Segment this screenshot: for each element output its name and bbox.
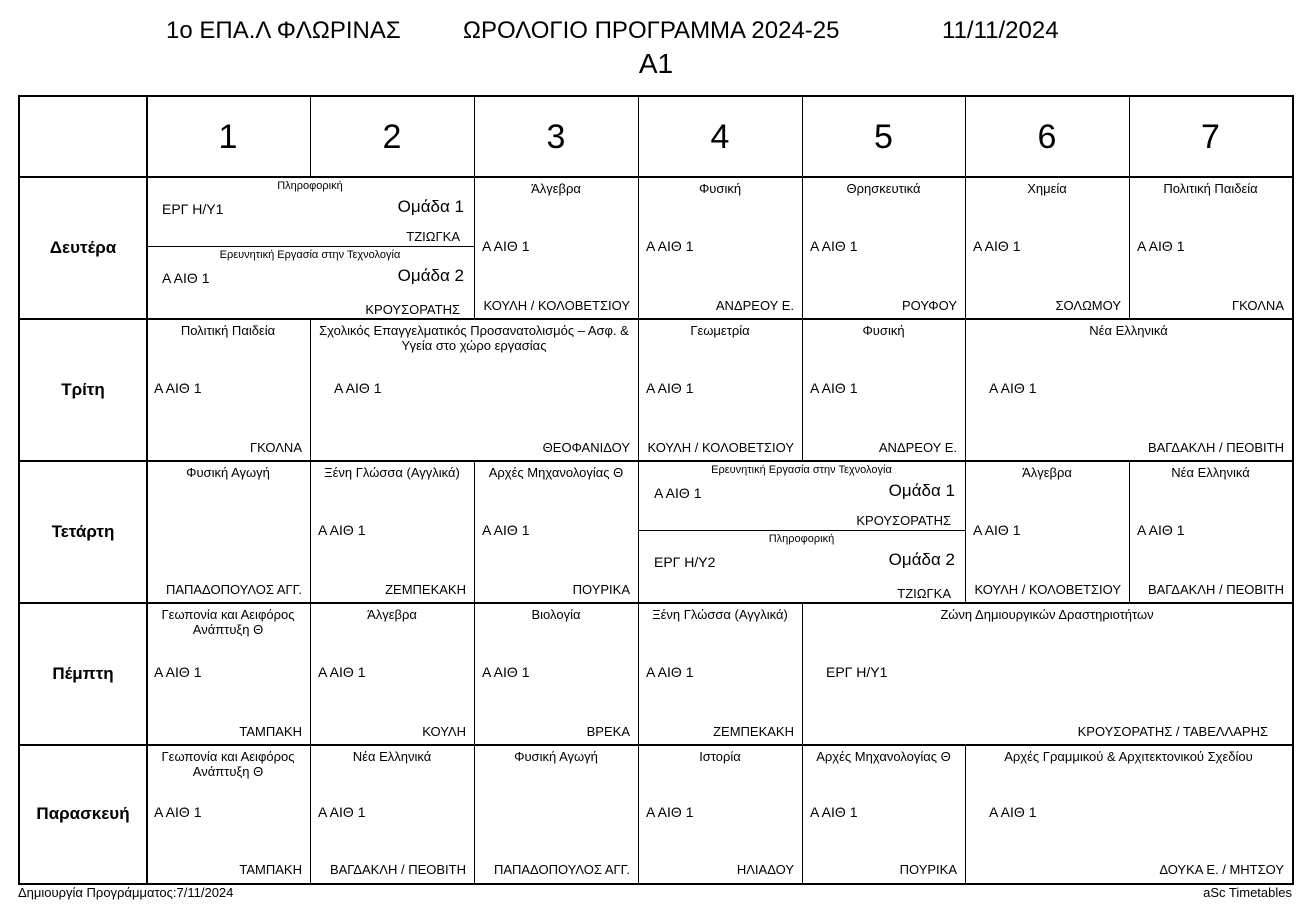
lesson-cell-mon-p5[interactable]: [802, 177, 965, 319]
lesson-cell-fri-p1[interactable]: [146, 745, 310, 883]
lesson-cell-tue-p6[interactable]: [965, 319, 1292, 461]
grid-divider: [310, 97, 311, 177]
lesson-subject: Πολιτική Παιδεία: [1163, 181, 1258, 196]
lesson-room: Α ΑΙΘ 1: [154, 664, 202, 680]
lesson-teacher: ΔΟΥΚΑ Ε. / ΜΗΤΣΟΥ: [1159, 862, 1284, 877]
lesson-room: Α ΑΙΘ 1: [318, 522, 366, 538]
timetable-grid: [18, 95, 1294, 885]
period-header-2: 2: [382, 117, 402, 156]
lesson-subject: Βιολογία: [531, 607, 581, 622]
lesson-cell-wed-p4-a[interactable]: [638, 461, 965, 530]
lesson-room: Α ΑΙΘ 1: [810, 804, 858, 820]
lesson-room: Α ΑΙΘ 1: [482, 664, 530, 680]
lesson-room: Α ΑΙΘ 1: [810, 238, 858, 254]
day-label-1: Δευτέρα: [49, 238, 117, 257]
period-header-5: 5: [874, 117, 893, 156]
lesson-subject: Πληροφορική: [768, 533, 835, 545]
lesson-subject: Αρχές Μηχανολογίας Θ: [488, 465, 624, 480]
period-header-1: 1: [218, 117, 238, 156]
lesson-teacher: ΚΟΥΛΗ / ΚΟΛΟΒΕΤΣΙΟΥ: [647, 440, 794, 455]
lesson-subject: Νέα Ελληνικά: [1171, 465, 1250, 480]
lesson-teacher: ΚΟΥΛΗ / ΚΟΛΟΒΕΤΣΙΟΥ: [483, 298, 630, 313]
lesson-room: Α ΑΙΘ 1: [654, 485, 702, 501]
lesson-room: Α ΑΙΘ 1: [482, 238, 530, 254]
lesson-room: ΕΡΓ Η/Υ1: [162, 201, 224, 217]
lesson-room: Α ΑΙΘ 1: [154, 804, 202, 820]
lesson-teacher: ΚΡΟΥΣΟΡΑΤΗΣ: [856, 513, 951, 528]
lesson-subject: Άλγεβρα: [531, 181, 581, 196]
lesson-teacher: ΑΝΔΡΕΟΥ Ε.: [715, 298, 794, 313]
lesson-subject: Πολιτική Παιδεία: [180, 323, 276, 338]
lesson-room: Α ΑΙΘ 1: [1137, 238, 1185, 254]
creation-date-footer: Δημιουργία Προγράμματος:7/11/2024: [18, 885, 234, 900]
lesson-cell-fri-p2[interactable]: [310, 745, 474, 883]
lesson-subject: Θρησκευτικά: [846, 181, 921, 196]
lesson-room: Α ΑΙΘ 1: [973, 238, 1021, 254]
timetable-date: 11/11/2024: [942, 17, 1059, 44]
lesson-subject: Φυσική: [698, 181, 742, 196]
lesson-subject: Ιστορία: [699, 749, 741, 764]
lesson-subject: Πληροφορική: [277, 180, 343, 192]
lesson-subject: Σχολικός Επαγγελματικός Προσανατολισμός – Ασφ. & Υγεία στο χώρο εργασίας: [319, 323, 629, 353]
lesson-cell-thu-p4[interactable]: [638, 603, 802, 745]
lesson-teacher: ΤΑΜΠΑΚΗ: [239, 724, 302, 739]
day-label-4: Πέμπτη: [52, 664, 114, 683]
class-name: Α1: [638, 48, 674, 79]
lesson-room: Α ΑΙΘ 1: [646, 664, 694, 680]
lesson-teacher: ΠΟΥΡΙΚΑ: [899, 862, 957, 877]
lesson-subject: Φυσική: [862, 323, 905, 338]
lesson-teacher: ΡΟΥΦΟΥ: [901, 298, 957, 313]
lesson-room: Α ΑΙΘ 1: [154, 380, 202, 396]
lesson-cell-fri-p3[interactable]: [474, 745, 638, 883]
lesson-subject: Ξένη Γλώσσα (Αγγλικά): [652, 607, 788, 622]
lesson-teacher: ΠΑΠΑΔΟΠΟΥΛΟΣ ΑΓΓ.: [493, 862, 630, 877]
lesson-cell-tue-p4[interactable]: [638, 319, 802, 461]
lesson-subject: Ερευνητική Εργασία στην Τεχνολογία: [711, 464, 892, 476]
lesson-room: Α ΑΙΘ 1: [1137, 522, 1185, 538]
lesson-room: Α ΑΙΘ 1: [989, 380, 1037, 396]
lesson-cell-fri-p4[interactable]: [638, 745, 802, 883]
day-label-3: Τετάρτη: [51, 522, 115, 541]
lesson-room: Α ΑΙΘ 1: [318, 664, 366, 680]
lesson-group: Ομάδα 1: [397, 197, 464, 216]
lesson-teacher: ΤΖΙΩΓΚΑ: [406, 229, 460, 244]
lesson-cell-wed-p1[interactable]: [146, 461, 310, 603]
lesson-room: Α ΑΙΘ 1: [334, 380, 382, 396]
lesson-subject: Γεωπονία και Αειφόρος Ανάπτυξη Θ: [161, 749, 295, 779]
lesson-subject: Αρχές Μηχανολογίας Θ: [816, 749, 951, 764]
lesson-subject: Αρχές Γραμμικού & Αρχιτεκτονικού Σχεδίου: [1004, 749, 1253, 764]
lesson-teacher: ΠΟΥΡΙΚΑ: [572, 582, 630, 597]
lesson-subject: Φυσική Αγωγή: [514, 749, 598, 764]
grid-divider: [474, 97, 475, 177]
lesson-subject: Γεωμετρία: [690, 323, 750, 338]
lesson-subject: Γεωπονία και Αειφόρος Ανάπτυξη Θ: [161, 607, 295, 637]
lesson-cell-mon-p7[interactable]: [1129, 177, 1292, 319]
lesson-teacher: ΓΚΟΛΝΑ: [1231, 298, 1284, 313]
lesson-room: Α ΑΙΘ 1: [810, 380, 858, 396]
lesson-cell-wed-p3[interactable]: [474, 461, 638, 603]
software-credit: aSc Timetables: [1203, 885, 1292, 900]
lesson-teacher: ΚΡΟΥΣΟΡΑΤΗΣ / ΤΑΒΕΛΛΑΡΗΣ: [1077, 724, 1268, 739]
lesson-room: Α ΑΙΘ 1: [646, 804, 694, 820]
lesson-teacher: ΣΟΛΩΜΟΥ: [1055, 298, 1121, 313]
lesson-room: Α ΑΙΘ 1: [482, 522, 530, 538]
lesson-subject: Ζώνη Δημιουργικών Δραστηριοτήτων: [940, 607, 1154, 622]
lesson-room: Α ΑΙΘ 1: [162, 270, 210, 286]
lesson-teacher: ΒΡΕΚΑ: [586, 724, 630, 739]
lesson-cell-fri-p6[interactable]: [965, 745, 1292, 883]
lesson-teacher: ΚΡΟΥΣΟΡΑΤΗΣ: [365, 302, 460, 317]
lesson-teacher: ΒΑΓΔΑΚΛΗ / ΠΕΟΒΙΤΗ: [1147, 582, 1284, 597]
lesson-teacher: ΤΖΙΩΓΚΑ: [897, 586, 951, 601]
period-header-3: 3: [546, 117, 566, 156]
lesson-teacher: ΖΕΜΠΕΚΑΚΗ: [385, 582, 466, 597]
lesson-group: Ομάδα 2: [888, 550, 955, 569]
lesson-subject: Νέα Ελληνικά: [352, 749, 432, 764]
day-label-2: Τρίτη: [61, 380, 105, 399]
lesson-group: Ομάδα 1: [888, 481, 955, 500]
lesson-subject: Άλγεβρα: [1022, 465, 1072, 480]
lesson-teacher: ΤΑΜΠΑΚΗ: [239, 862, 302, 877]
grid-divider: [802, 97, 803, 177]
lesson-room: Α ΑΙΘ 1: [973, 522, 1021, 538]
lesson-teacher: ΓΚΟΛΝΑ: [249, 440, 302, 455]
lesson-cell-mon-p4[interactable]: [638, 177, 802, 319]
lesson-cell-thu-p3[interactable]: [474, 603, 638, 745]
lesson-cell-fri-p5[interactable]: [802, 745, 965, 883]
lesson-teacher: ΒΑΓΔΑΚΛΗ / ΠΕΟΒΙΤΗ: [329, 862, 466, 877]
lesson-cell-wed-p4-b[interactable]: [638, 530, 965, 603]
lesson-teacher: ΚΟΥΛΗ / ΚΟΛΟΒΕΤΣΙΟΥ: [974, 582, 1121, 597]
school-name: 1ο ΕΠΑ.Λ ΦΛΩΡΙΝΑΣ: [166, 17, 401, 44]
lesson-cell-thu-p5[interactable]: [802, 603, 1292, 745]
lesson-room: ΕΡΓ Η/Υ2: [654, 554, 716, 570]
lesson-cell-tue-p1[interactable]: [146, 319, 310, 461]
grid-divider: [965, 97, 966, 177]
lesson-subject: Ερευνητική Εργασία στην Τεχνολογία: [219, 249, 401, 261]
lesson-subject: Ξένη Γλώσσα (Αγγλικά): [324, 465, 460, 480]
lesson-teacher: ΗΛΙΑΔΟΥ: [736, 862, 794, 877]
lesson-subject: Άλγεβρα: [367, 607, 417, 622]
lesson-teacher: ΘΕΟΦΑΝΙΔΟΥ: [542, 440, 630, 455]
lesson-cell-tue-p5[interactable]: [802, 319, 965, 461]
lesson-room: Α ΑΙΘ 1: [318, 804, 366, 820]
lesson-cell-mon-p1-b[interactable]: [146, 246, 474, 319]
lesson-cell-thu-p2[interactable]: [310, 603, 474, 745]
lesson-room: Α ΑΙΘ 1: [989, 804, 1037, 820]
lesson-subject: Νέα Ελληνικά: [1089, 323, 1168, 338]
period-header-7: 7: [1201, 117, 1220, 156]
day-label-5: Παρασκευή: [36, 804, 130, 823]
period-header-4: 4: [710, 117, 730, 156]
grid-divider: [638, 97, 639, 177]
lesson-cell-tue-p2[interactable]: [310, 319, 638, 461]
lesson-teacher: ΚΟΥΛΗ: [422, 724, 466, 739]
lesson-room: Α ΑΙΘ 1: [646, 380, 694, 396]
lesson-cell-mon-p1-a[interactable]: [146, 177, 474, 246]
lesson-room: ΕΡΓ Η/Υ1: [826, 664, 888, 680]
lesson-teacher: ΒΑΓΔΑΚΛΗ / ΠΕΟΒΙΤΗ: [1147, 440, 1284, 455]
period-header-6: 6: [1037, 117, 1057, 156]
lesson-subject: Χημεία: [1027, 181, 1067, 196]
lesson-cell-wed-p7[interactable]: [1129, 461, 1292, 603]
lesson-cell-mon-p3[interactable]: [474, 177, 638, 319]
lesson-cell-wed-p2[interactable]: [310, 461, 474, 603]
lesson-subject: Φυσική Αγωγή: [186, 465, 270, 480]
lesson-cell-wed-p6[interactable]: [965, 461, 1129, 603]
lesson-teacher: ΖΕΜΠΕΚΑΚΗ: [713, 724, 794, 739]
lesson-room: Α ΑΙΘ 1: [646, 238, 694, 254]
lesson-cell-thu-p1[interactable]: [146, 603, 310, 745]
timetable-title: ΩΡΟΛΟΓΙΟ ΠΡΟΓΡΑΜΜΑ 2024-25: [463, 17, 840, 44]
lesson-group: Ομάδα 2: [397, 266, 464, 285]
grid-divider: [1129, 97, 1130, 177]
lesson-teacher: ΠΑΠΑΔΟΠΟΥΛΟΣ ΑΓΓ.: [165, 582, 302, 597]
lesson-teacher: ΑΝΔΡΕΟΥ Ε.: [878, 440, 957, 455]
lesson-cell-mon-p6[interactable]: [965, 177, 1129, 319]
